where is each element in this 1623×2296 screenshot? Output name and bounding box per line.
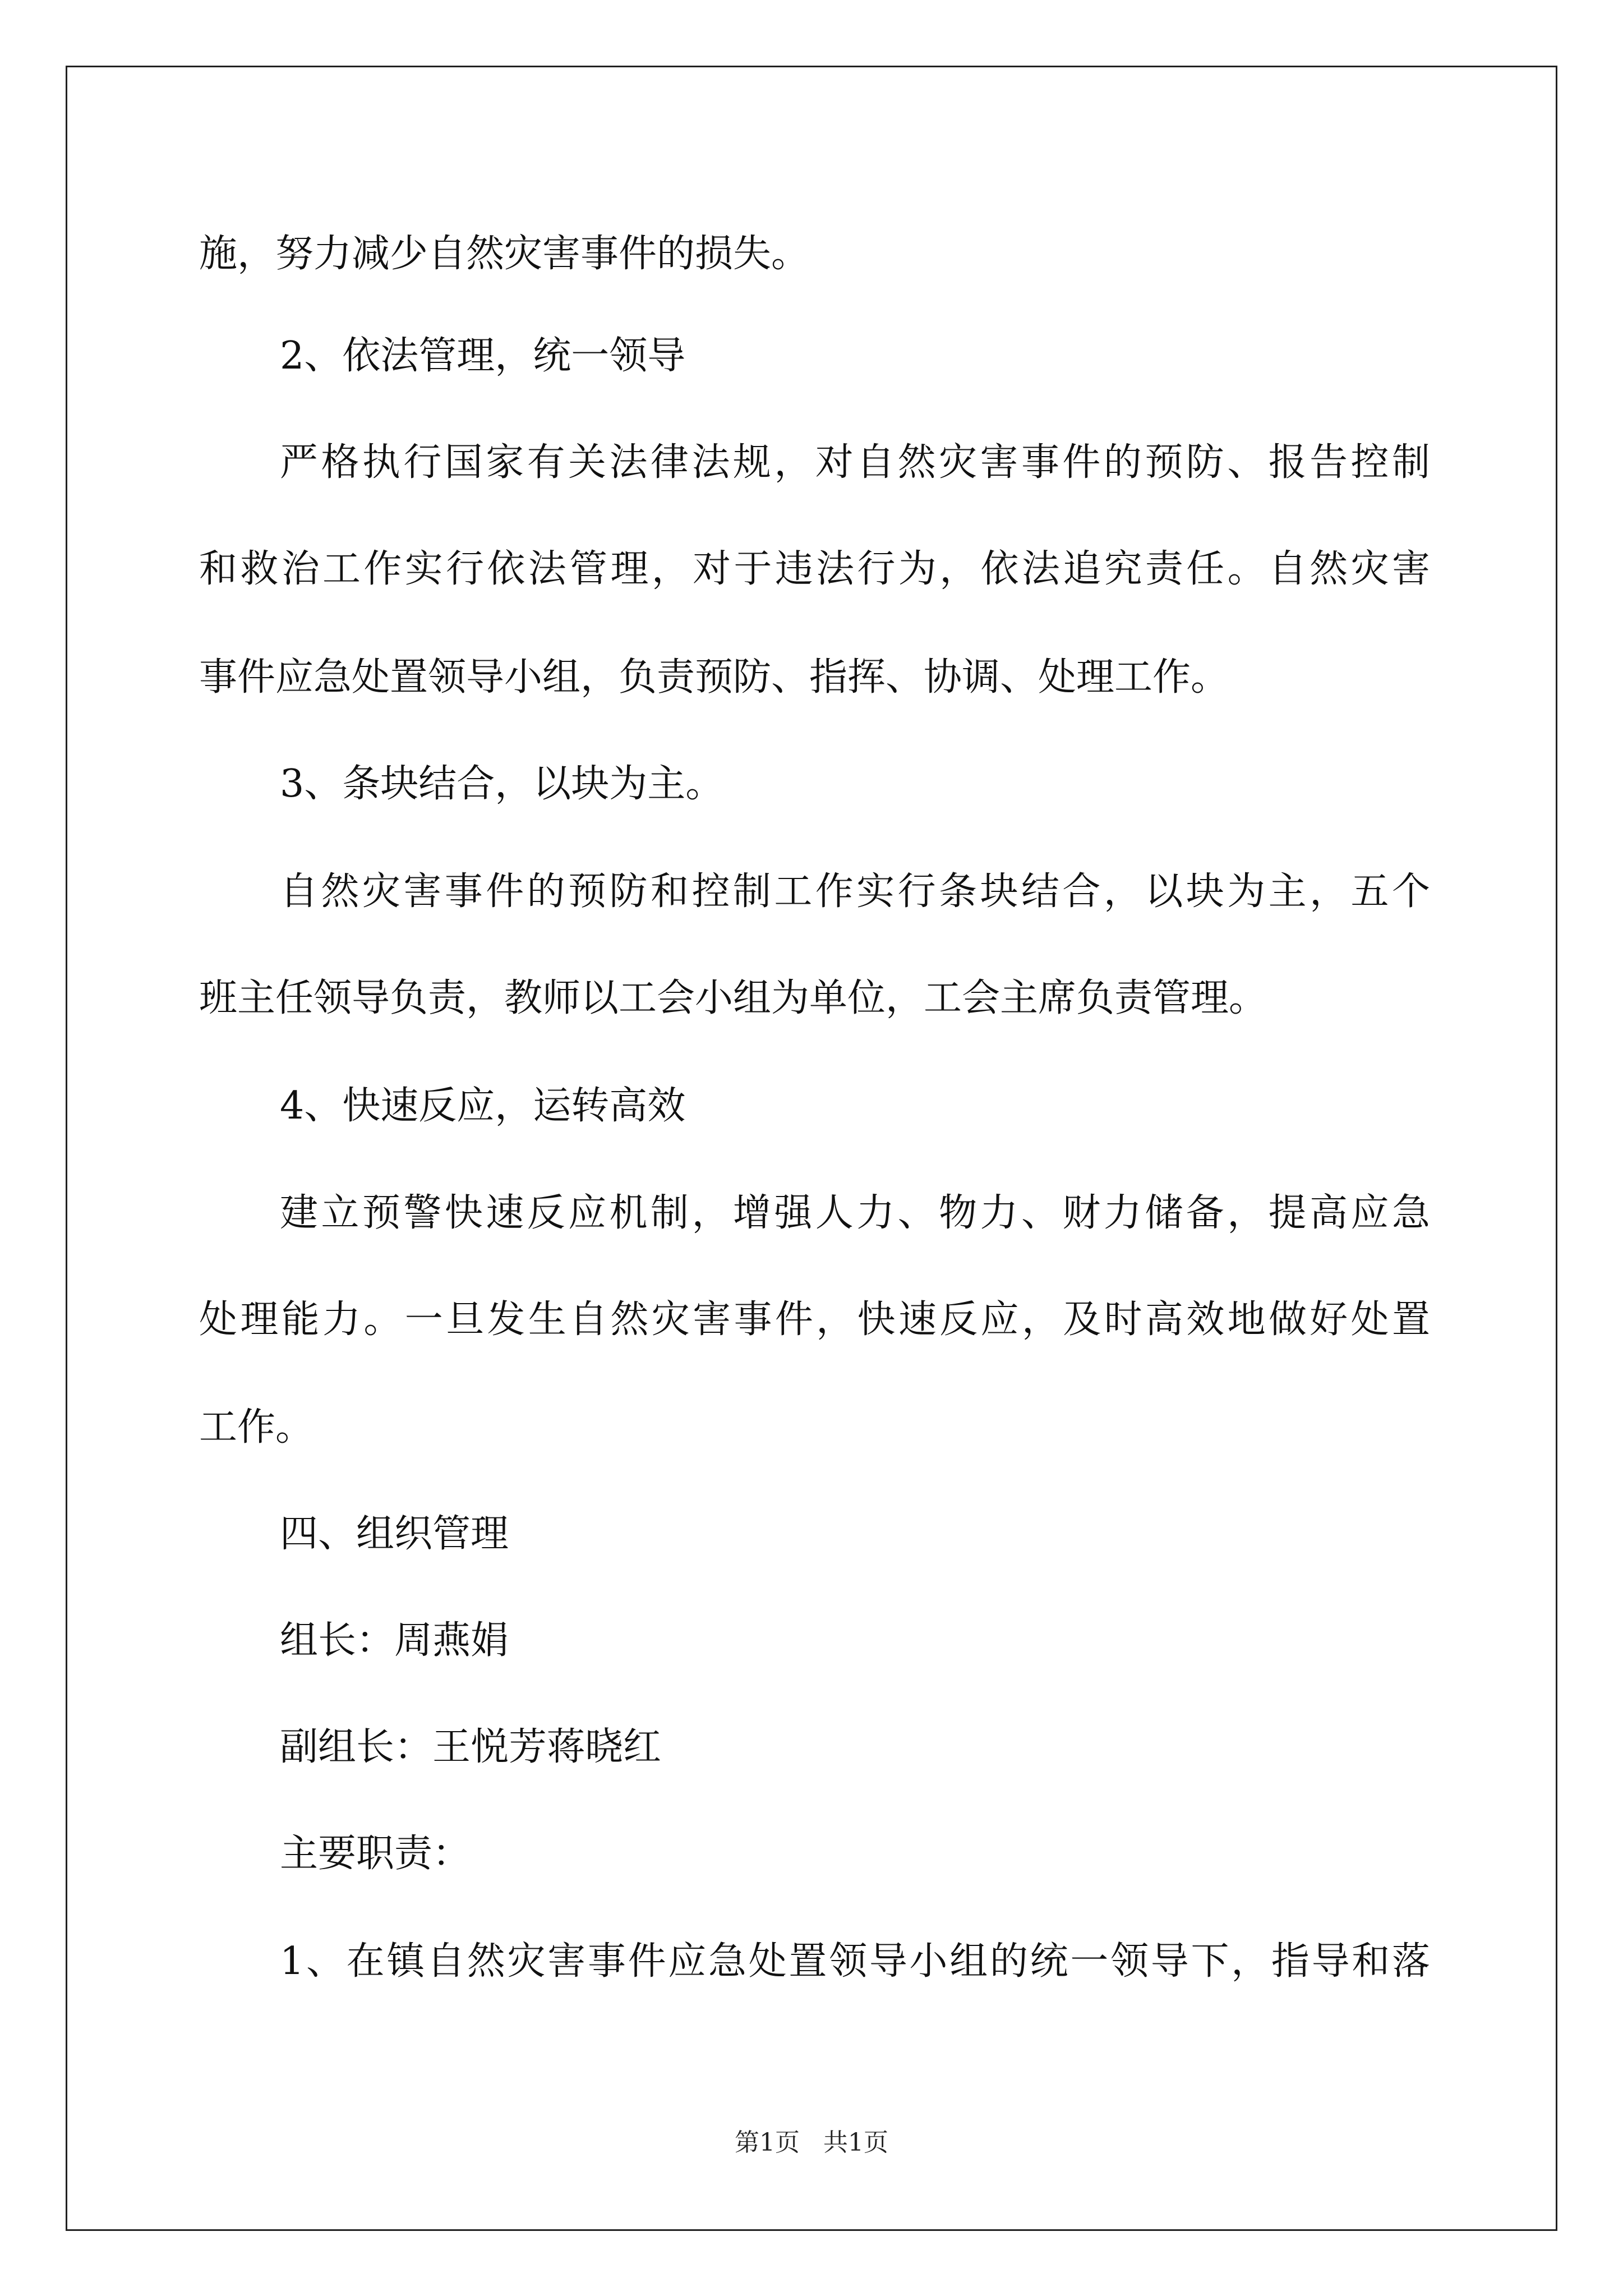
text-line: 班主任领导负责，教师以工会小组为单位，工会主席负责管理。 xyxy=(199,976,1267,1020)
text-line: 严格执行国家有关法律法规，对自然灾害事件的预防、报告控制 xyxy=(280,440,1430,485)
text-line: 自然灾害事件的预防和控制工作实行条块结合，以块为主，五个 xyxy=(280,869,1430,914)
text-line: 建立预警快速反应机制，增强人力、物力、财力储备，提高应急 xyxy=(280,1191,1430,1235)
text-line: 组长：周燕娟 xyxy=(280,1618,509,1663)
text-line: 副组长：王悦芳蒋晓红 xyxy=(280,1725,662,1769)
text-line: 事件应急处置领导小组，负责预防、指挥、协调、处理工作。 xyxy=(199,655,1229,700)
text-line: 施，努力减少自然灾害事件的损失。 xyxy=(199,232,810,276)
page-number: 第1页 xyxy=(735,2128,800,2157)
text-line: 工作。 xyxy=(199,1405,314,1450)
section-heading: 2、依法管理，统一领导 xyxy=(280,334,686,378)
section-heading: 3、条块结合，以块为主。 xyxy=(280,762,724,806)
section-heading: 4、快速反应，运转高效 xyxy=(280,1084,686,1128)
text-line: 主要职责： xyxy=(280,1832,471,1876)
page-footer xyxy=(0,2126,1623,2160)
page-border xyxy=(66,66,1557,2231)
section-heading: 四、组织管理 xyxy=(280,1512,509,1556)
text-line: 处理能力。一旦发生自然灾害事件，快速反应，及时高效地做好处置 xyxy=(199,1297,1430,1342)
text-line: 和救治工作实行依法管理，对于违法行为，依法追究责任。自然灾害 xyxy=(199,547,1430,591)
text-line: 1、在镇自然灾害事件应急处置领导小组的统一领导下，指导和落 xyxy=(280,1939,1430,1984)
page-total: 共1页 xyxy=(823,2128,888,2157)
